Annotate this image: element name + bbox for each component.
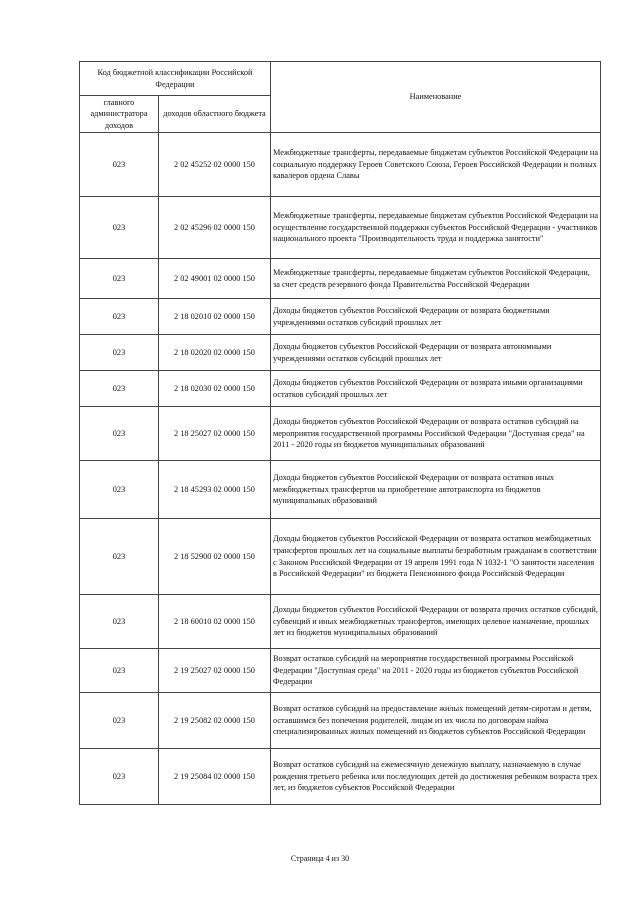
revenue-code: 2 18 25027 02 0000 150 bbox=[159, 407, 271, 461]
table-row bbox=[80, 259, 601, 299]
admin-code: 023 bbox=[80, 299, 159, 335]
revenue-name: Доходы бюджетов субъектов Российской Федерации от возврата иными организациями остатков субсидий прошлых лет bbox=[271, 371, 601, 407]
table-row bbox=[80, 133, 601, 197]
admin-code: 023 bbox=[80, 133, 159, 197]
revenue-name: Возврат остатков субсидий на предоставление жилых помещений детям-сиротам и детям, оставшимся без попечения родителей, лицам из их числа по договорам найма специализированных жилых помещений из бюджетов субъектов Российской Федерации bbox=[271, 693, 601, 749]
revenue-code: 2 18 52900 02 0000 150 bbox=[159, 519, 271, 595]
revenue-name: Межбюджетные трансферты, передаваемые бюджетам субъектов Российской Федерации на социальную поддержку Героев Советского Союза, Героев Российской Федерации и полных кавалеров ордена Славы bbox=[271, 133, 601, 197]
table-row bbox=[80, 519, 601, 595]
table-row bbox=[80, 407, 601, 461]
revenue-name: Возврат остатков субсидий на мероприятия государственной программы Российской Федерации "Доступная среда" на 2011 - 2020 годы из бюджетов субъектов Российской Федерации bbox=[271, 649, 601, 693]
revenue-code: 2 19 25027 02 0000 150 bbox=[159, 649, 271, 693]
table-row bbox=[80, 749, 601, 805]
revenue-name: Доходы бюджетов субъектов Российской Федерации от возврата остатков субсидий на мероприятия государственной программы Российской Федерации "Доступная среда" на 2011 - 2020 годы из бюджетов муниципальных образований bbox=[271, 407, 601, 461]
admin-code: 023 bbox=[80, 259, 159, 299]
revenue-code: 2 18 60010 02 0000 150 bbox=[159, 595, 271, 649]
revenue-code: 2 18 02030 02 0000 150 bbox=[159, 371, 271, 407]
table-row bbox=[80, 335, 601, 371]
revenue-name: Межбюджетные трансферты, передаваемые бюджетам субъектов Российской Федерации, за счет средств резервного фонда Правительства Российской Федерации bbox=[271, 259, 601, 299]
admin-code: 023 bbox=[80, 407, 159, 461]
budget-classification-table bbox=[79, 61, 601, 805]
revenue-code: 2 19 25084 02 0000 150 bbox=[159, 749, 271, 805]
admin-code: 023 bbox=[80, 749, 159, 805]
header-name: Наименование bbox=[271, 62, 601, 133]
table-row bbox=[80, 461, 601, 519]
admin-code: 023 bbox=[80, 335, 159, 371]
revenue-code: 2 18 02010 02 0000 150 bbox=[159, 299, 271, 335]
admin-code: 023 bbox=[80, 649, 159, 693]
admin-code: 023 bbox=[80, 519, 159, 595]
revenue-name: Возврат остатков субсидий на ежемесячную денежную выплату, назначаемую в случае рождения третьего ребенка или последующих детей до достижения ребенком возраста трех лет, из бюджетов субъектов Российской Федерации bbox=[271, 749, 601, 805]
revenue-name: Доходы бюджетов субъектов Российской Федерации от возврата прочих остатков субсидий, субвенций и иных межбюджетных трансфертов, имеющих целевое назначение, прошлых лет из бюджетов муниципальных образований bbox=[271, 595, 601, 649]
revenue-code: 2 18 02020 02 0000 150 bbox=[159, 335, 271, 371]
header-classification: Код бюджетной классификации Российской Федерации bbox=[80, 62, 271, 96]
header-revenue: доходов областного бюджета bbox=[159, 96, 271, 133]
revenue-code: 2 18 45293 02 0000 150 bbox=[159, 461, 271, 519]
revenue-name: Доходы бюджетов субъектов Российской Федерации от возврата бюджетными учреждениями остатков субсидий прошлых лет bbox=[271, 299, 601, 335]
revenue-code: 2 19 25082 02 0000 150 bbox=[159, 693, 271, 749]
revenue-code: 2 02 49001 02 0000 150 bbox=[159, 259, 271, 299]
table-row bbox=[80, 693, 601, 749]
revenue-code: 2 02 45296 02 0000 150 bbox=[159, 197, 271, 259]
header-administrator: главного администратора доходов bbox=[80, 96, 159, 133]
admin-code: 023 bbox=[80, 461, 159, 519]
admin-code: 023 bbox=[80, 595, 159, 649]
admin-code: 023 bbox=[80, 693, 159, 749]
admin-code: 023 bbox=[80, 197, 159, 259]
revenue-code: 2 02 45252 02 0000 150 bbox=[159, 133, 271, 197]
table-row bbox=[80, 371, 601, 407]
table-row bbox=[80, 595, 601, 649]
admin-code: 023 bbox=[80, 371, 159, 407]
revenue-name: Доходы бюджетов субъектов Российской Федерации от возврата автономными учреждениями остатков субсидий прошлых лет bbox=[271, 335, 601, 371]
page-number: Страница 4 из 30 bbox=[290, 854, 350, 863]
revenue-name: Доходы бюджетов субъектов Российской Федерации от возврата остатков межбюджетных трансфертов прошлых лет на социальные выплаты безработным гражданам в соответствии с Законом Российской Федерации от 19 апреля 1991 года N 1032-1 "О занятости населения в Российской Федерации" из бюджета Пенсионного фонда Российской Федерации bbox=[271, 519, 601, 595]
revenue-name: Межбюджетные трансферты, передаваемые бюджетам субъектов Российской Федерации на осуществление государственной поддержки субъектов Российской Федерации - участников национального проекта "Производительность труда и поддержка занятости" bbox=[271, 197, 601, 259]
table-row bbox=[80, 649, 601, 693]
revenue-name: Доходы бюджетов субъектов Российской Федерации от возврата остатков иных межбюджетных трансфертов на приобретение автотранспорта из бюджетов муниципальных образований bbox=[271, 461, 601, 519]
table-row bbox=[80, 197, 601, 259]
table-row bbox=[80, 299, 601, 335]
